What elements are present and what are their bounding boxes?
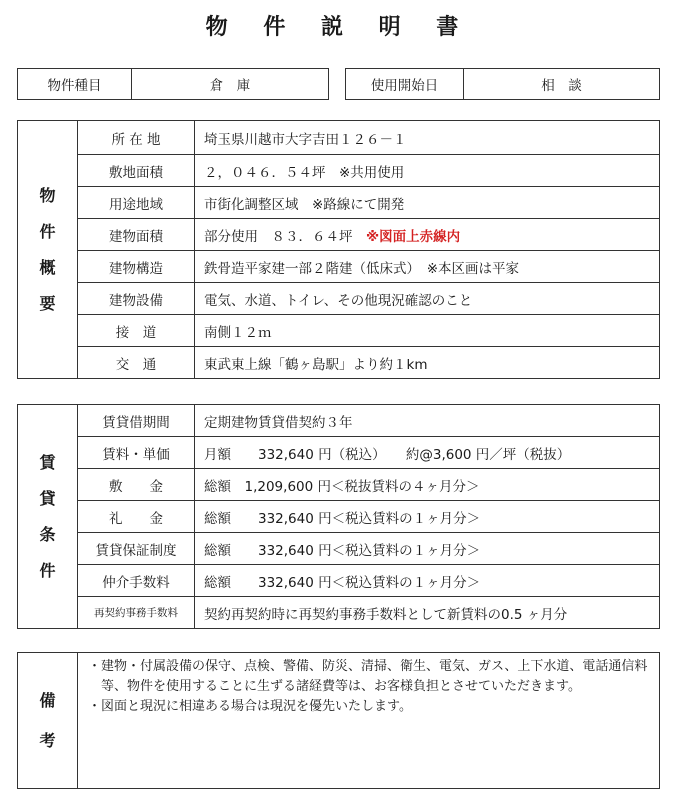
address-value: 埼玉県川越市大字吉田１２６－１ [195,121,660,155]
road-access-value: 南側１２ｍ [195,315,660,347]
structure-value: 鉄骨造平家建一部２階建（低床式） ※本区画は平家 [195,251,660,283]
road-access-label: 接 道 [78,315,195,347]
guarantee-label: 賃貸保証制度 [78,533,195,565]
overview-table [17,120,660,379]
remark-item: ・建物・付属設備の保守、点検、警備、防災、清掃、衛生、電気、ガス、上下水道、電話通信料等、物件を使用することに生ずる諸経費等は、お客様負担とさせていただきます。 [88,659,648,694]
site-area-value: ２，０４６．５４坪 ※共用使用 [195,155,660,187]
brokerage-fee-value: 総額 332,640 円＜税込賃料の１ヶ月分＞ [195,565,660,597]
remark-item: ・図面と現況に相違ある場合は現況を優先いたします。 [88,699,412,714]
guarantee-value: 総額 332,640 円＜税込賃料の１ヶ月分＞ [195,533,660,565]
header-gap [329,69,346,100]
lease-section-label: 賃 貸 条 件 [18,405,78,629]
remarks-table [17,652,660,789]
document-title: 物 件 説 明 書 [205,15,473,40]
renewal-fee-value: 契約再契約時に再契約事務手数料として新賃料の0.5 ヶ月分 [195,597,660,629]
zoning-label: 用途地域 [78,187,195,219]
facilities-label: 建物設備 [78,283,195,315]
lease-term-value: 定期建物賃貸借契約３年 [195,405,660,437]
transport-value: 東武東上線「鶴ヶ島駅」より約１km [195,347,660,379]
renewal-fee-label: 再契約事務手数料 [78,597,195,629]
overview-section-label: 物 件 概 要 [18,121,78,379]
key-money-value: 総額 332,640 円＜税込賃料の１ヶ月分＞ [195,501,660,533]
site-area-label: 敷地面積 [78,155,195,187]
rent-value: 月額 332,640 円（税込） 約@3,600 円／坪（税抜） [195,437,660,469]
structure-label: 建物構造 [78,251,195,283]
address-label: 所 在 地 [78,121,195,155]
remarks-content [78,653,660,789]
header-table [17,68,660,100]
deposit-label: 敷 金 [78,469,195,501]
property-type-value: 倉 庫 [132,69,329,100]
building-area-label: 建物面積 [78,219,195,251]
key-money-label: 礼 金 [78,501,195,533]
start-date-label: 使用開始日 [346,69,464,100]
rent-label: 賃料・単価 [78,437,195,469]
property-type-label: 物件種目 [18,69,132,100]
zoning-value: 市街化調整区域 ※路線にて開発 [195,187,660,219]
brokerage-fee-label: 仲介手数料 [78,565,195,597]
facilities-value: 電気、水道、トイレ、その他現況確認のこと [195,283,660,315]
start-date-value: 相 談 [464,69,660,100]
lease-term-label: 賃貸借期間 [78,405,195,437]
building-area-value: 部分使用 ８３．６４坪 ※図面上赤線内 [195,219,660,251]
deposit-value: 総額 1,209,600 円＜税抜賃料の４ヶ月分＞ [195,469,660,501]
remarks-section-label: 備 考 [18,653,78,789]
building-area-note: ※図面上赤線内 [366,228,461,245]
lease-table [17,404,660,629]
transport-label: 交 通 [78,347,195,379]
